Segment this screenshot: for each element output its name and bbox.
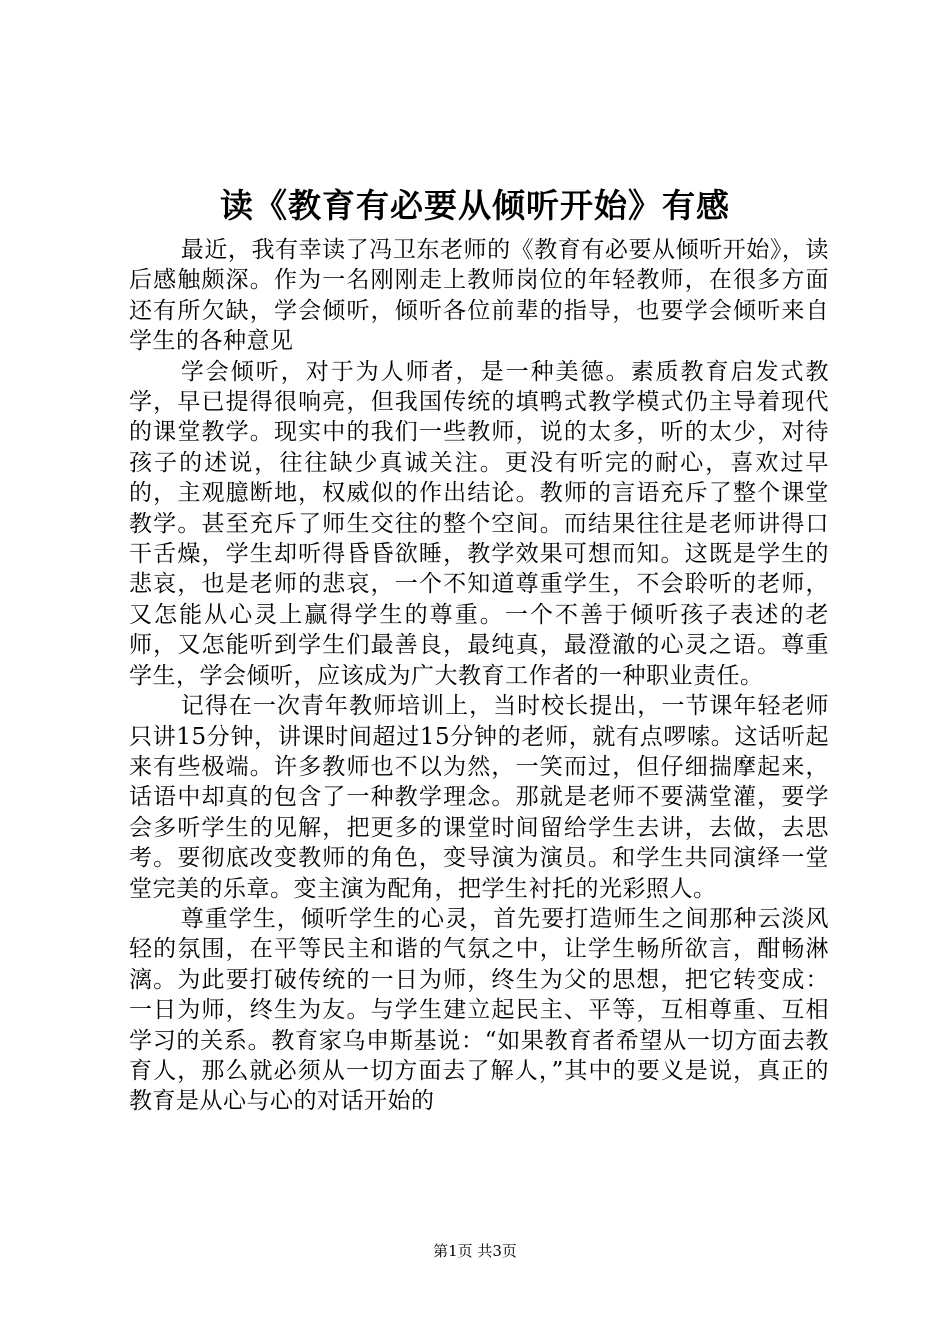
paragraph-4: 尊重学生，倾听学生的心灵，首先要打造师生之间那种云淡风轻的氛围，在平等民主和谐的气氛之中，让学生畅所欲言，酣畅淋漓。为此要打破传统的一日为师，终生为父的思想，把它转变成：一日为师，终生为友。与学生建立起民主、平等，互相尊重、互相学习的关系。教育家乌申斯基说：“如果教育者希望从一切方面去教育人，那么就必须从一切方面去了解人，”其中的要义是说，真正的教育是从心与心的对话开始的 bbox=[129, 905, 829, 1115]
page-footer: 第1页 共3页 bbox=[433, 1242, 517, 1260]
paragraph-3: 记得在一次青年教师培训上，当时校长提出，一节课年轻老师只讲15分钟，讲课时间超过15分钟的老师，就有点啰嗦。这话听起来有些极端。许多教师也不以为然，一笑而过，但仔细揣摩起来，话语中却真的包含了一种教学理念。那就是老师不要满堂灌，要学会多听学生的见解，把更多的课堂时间留给学生去讲，去做，去思考。要彻底改变教师的角色，变导演为演员。和学生共同演绎一堂堂完美的乐章。变主演为配角，把学生衬托的光彩照人。 bbox=[129, 693, 829, 902]
paragraph-2: 学会倾听，对于为人师者，是一种美德。素质教育启发式教学，早已提得很响亮，但我国传统的填鸭式教学模式仍主导着现代的课堂教学。现实中的我们一些教师，说的太多，听的太少，对待孩子的述说，往往缺少真诚关注。更没有听完的耐心，喜欢过早的，主观臆断地，权威似的作出结论。教师的言语充斥了整个课堂教学。甚至充斥了师生交往的整个空间。而结果往往是老师讲得口干舌燥，学生却听得昏昏欲睡，教学效果可想而知。这既是学生的悲哀，也是老师的悲哀，一个不知道尊重学生，不会聆听的老师，又怎能从心灵上赢得学生的尊重。一个不善于倾听孩子表述的老师，又怎能听到学生们最善良，最纯真，最澄澈的心灵之语。尊重学生，学会倾听，应该成为广大教育工作者的一种职业责任。 bbox=[129, 358, 829, 689]
document-body bbox=[129, 235, 829, 1117]
paragraph-1: 最近，我有幸读了冯卫东老师的《教育有必要从倾听开始》，读后感触颇深。作为一名刚刚走上教师岗位的年轻教师，在很多方面还有所欠缺，学会倾听，倾听各位前辈的指导，也要学会倾听来自学生的各种意见 bbox=[129, 237, 829, 355]
page-title: 读《教育有必要从倾听开始》有感 bbox=[220, 186, 730, 225]
